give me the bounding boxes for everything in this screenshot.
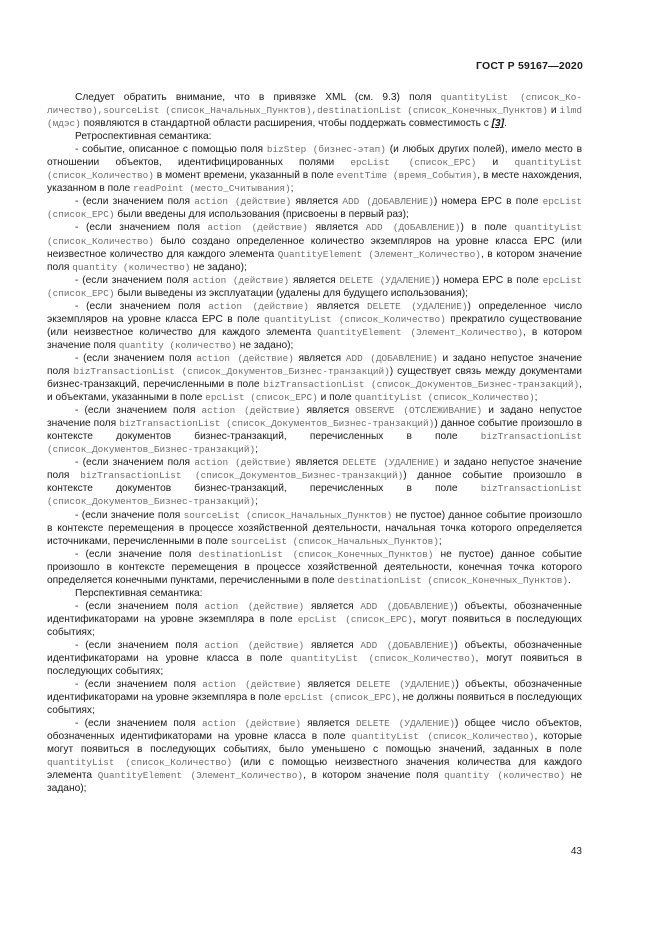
code-identifier: ADD (ДОБАВЛЕНИЕ) [365,222,461,234]
code-identifier: epcList (список_EPC) [284,692,397,704]
code-identifier: action (действие) [192,274,290,286]
code-identifier: ADD (ДОБАВЛЕНИЕ) [342,196,434,208]
code-identifier: readPoint (место_Считывания) [133,183,291,195]
code-identifier: OBSERVE (ОТСЛЕЖИВАНИЕ) [355,405,483,417]
code-identifier: ADD (ДОБАВЛЕНИЕ) [360,600,455,612]
code-identifier: action (действие) [196,352,294,364]
page-number: 43 [570,846,582,857]
code-identifier: DELETE (УДАЛЕНИЕ) [366,300,468,312]
paragraph: Ретроспективная семантика: [75,131,212,143]
body-text [47,91,582,796]
code-identifier: action (действие) [201,405,301,417]
code-identifier: sourceList (список_Начальных_Пунктов) [183,509,393,521]
code-identifier: QuantityElement (Элемент_Количество) [317,326,524,338]
code-identifier: action (действие) [194,457,292,469]
code-identifier: ilmd (мдэс) [47,105,582,130]
paragraph: - (если значением поля action (действие) является ADD (ДОБАВЛЕНИЕ)) в поле quantityList (список_Количество) было создано определенное количество экземпляров на уровне класса EPC (или неизвестное количество для каждого элемента QuantityElement (Элемент_Количество), в котором значение поля quantity (количество) не задано); [47,222,583,273]
code-identifier: epcList (список_EPC) [297,613,413,625]
code-identifier: DELETE (УДАЛЕНИЕ) [356,679,456,691]
code-identifier: action (действие) [201,718,301,730]
code-identifier: quantityList (список_Количество) [47,157,582,182]
paragraph: Следует обратить внимание, что в привязке XML (см. 9.3) поля quantityList (список_Ко-личество),sourceList (список_Начальных_Пунктов),destinationList (список_Конечных_Пунктов) и ilmd (мдэс) появляются в стандартной области расширения, чтобы поддержать совместимость с [3]. [47,92,582,130]
paragraph: - (если значением поля action (действие) является DELETE (УДАЛЕНИЕ)) определенное число экземпляров на уровне класса EPC в поле quantityList (список_Количество) прекратило существование (или неизвестное количество для каждого элемента QuantityElement (Элемент_Количество), в котором значение поля quantity (количество) не задано); [47,300,583,351]
paragraph: - (если значением поля action (действие) является ADD (ДОБАВЛЕНИЕ)) номера EPC в поле epcList (список_EPC) были введены для использования (присвоены в первый раз); [47,196,583,221]
paragraph: - (если значение поля sourceList (список_Начальных_Пунктов) не пустое) данное событие произошло в контексте перемещения в процессе хозяйственной деятельности, начальная точка которого определяется источниками, перечисленными в поле sourceList (список_Начальных_Пунктов); [47,509,582,547]
code-identifier: bizTransactionList (список_Документов_Бизнес-транзакций) [80,470,404,482]
code-identifier: action (действие) [207,222,308,234]
code-identifier: bizTransactionList (список_Документов_Бизнес-транзакций) [47,483,582,508]
code-identifier: quantityList (список_Количество) [264,313,446,325]
paragraph: - событие, описанное с помощью поля bizStep (бизнес-этап) (и любых других полей), имело место в отношении объектов, идентифицированных полями epcList (список_EPC) и quantityList (список_Количество) в момент времени, указанный в поле eventTime (время_События), в месте нахождения, указанном в поле readPoint (место_Считывания); [47,144,582,195]
code-identifier: bizTransactionList (список_Документов_Бизнес-транзакций) [119,418,435,430]
code-identifier: quantityList (список_Количество) [47,757,233,769]
code-identifier: action (действие) [204,639,305,651]
code-identifier: destinationList (список_Конечных_Пунктов) [337,574,568,586]
code-identifier: bizTransactionList (список_Документов_Бизнес-транзакций) [263,379,580,391]
code-identifier: DELETE (УДАЛЕНИЕ) [342,457,440,469]
paragraph: - (если значением поля action (действие) является OBSERVE (ОТСЛЕЖИВАНИЕ) и задано непустое значение поля bizTransactionList (список_Документов_Бизнес-транзакций)) данное событие произошло в контексте документов бизнес-транзакций, перечисленных в поле bizTransactionList (список_Документов_Бизнес-транзакций); [47,405,583,456]
code-identifier: QuantityElement (Элемент_Количество) [277,248,481,260]
paragraph: - (если значением поля action (действие) является DELETE (УДАЛЕНИЕ)) номера EPC в поле epcList (список_EPC) были выведены из эксплуатации (удалены для будущего использования); [47,274,583,299]
paragraph: - (если значением поля action (действие) является DELETE (УДАЛЕНИЕ)) объекты, обозначенные идентификаторами на уровне экземпляра в поле epcList (список_EPC), не должны появиться в последующих событиях; [47,679,583,717]
code-identifier: bizTransactionList (список_Документов_Бизнес-транзакций) [47,431,582,456]
code-identifier: action (действие) [202,679,302,691]
code-identifier: ADD (ДОБАВЛЕНИЕ) [360,639,455,651]
code-identifier: DELETE (УДАЛЕНИЕ) [339,274,437,286]
code-identifier: action (действие) [204,600,305,612]
paragraph: - (если значение поля destinationList (список_Конечных_Пунктов) не пустое) данное событие произошло в контексте перемещения в процессе хозяйственной деятельности, конечная точка которого определяется конечными пунктами, перечисленными в поле destinationList (список_Конечных_Пунктов). [47,548,582,586]
code-identifier: epcList (список_EPC) [350,157,477,169]
paragraph: - (если значением поля action (действие) является DELETE (УДАЛЕНИЕ)) общее число объектов, обозначенных идентификаторами на уровне класса в поле quantityList (список_Количество), которые могут появиться в последующих событиях, было уменьшено с помощью значений, заданных в поле quantityList (список_Количество) (или с помощью неизвестного значения количества для каждого элемента QuantityElement (Элемент_Количество), в котором значение поля quantity (количество) не задано); [47,718,583,795]
code-identifier: quantity (количество) [444,770,566,782]
code-identifier: quantity (количество) [118,339,237,351]
code-identifier: destinationList (список_Конечных_Пунктов) [198,548,434,560]
code-identifier: bizStep (бизнес-этап) [266,144,386,156]
code-identifier: epcList (список_EPC) [47,196,583,221]
code-identifier: epcList (список_EPC) [205,392,318,404]
code-identifier: bizTransactionList (список_Документов_Бизнес-транзакций) [73,365,390,377]
code-identifier: quantityList (список_Количество) [47,222,583,247]
code-identifier: eventTime (время_События) [336,170,478,182]
paragraph: Перспективная семантика: [75,587,203,599]
code-identifier: quantityList (список_Количество) [351,731,535,743]
code-identifier: quantityList (список_Количество) [290,653,476,665]
code-identifier: DELETE (УДАЛЕНИЕ) [355,718,455,730]
code-identifier: ADD (ДОБАВЛЕНИЕ) [345,352,438,364]
paragraph: - (если значением поля action (действие) является ADD (ДОБАВЛЕНИЕ) и задано непустое значение поля bizTransactionList (список_Документов_Бизнес-транзакций)) существует связь между документами бизнес-транзакций, перечисленными в поле bizTransactionList (список_Документов_Бизнес-транзакций), и объектами, указанными в поле epcList (список_EPC) и поле quantityList (список_Количество); [47,352,582,404]
code-identifier: epcList (список_EPC) [47,274,583,299]
page-header: ГОСТ Р 59167—2020 [475,60,583,72]
code-identifier: quantityList (список_Количество) [354,392,535,404]
code-identifier: quantityList (список_Ко-личество),sourceList (список_Начальных_Пунктов),destinationList (список_Конечных_Пунктов) [47,92,582,117]
paragraph: - (если значением поля action (действие) является DELETE (УДАЛЕНИЕ) и задано непустое значение поля bizTransactionList (список_Документов_Бизнес-транзакций)) данное событие произошло в контексте документов бизнес-транзакций, перечисленных в поле bizTransactionList (список_Документов_Бизнес-транзакций); [47,457,582,508]
code-identifier: sourceList (список_Начальных_Пунктов) [230,535,439,547]
paragraph: - (если значением поля action (действие) является ADD (ДОБАВЛЕНИЕ)) объекты, обозначенные идентификаторами на уровне экземпляра в поле epcList (список_EPC), могут появиться в последующих событиях; [47,600,583,638]
paragraph: - (если значением поля action (действие) является ADD (ДОБАВЛЕНИЕ)) объекты, обозначенные идентификаторами на уровне класса в поле quantityList (список_Количество), могут появиться в последующих событиях; [47,639,583,678]
code-identifier: action (действие) [194,196,292,208]
code-identifier: QuantityElement (Элемент_Количество) [97,770,304,782]
bibliography-link[interactable]: [3] [491,118,505,130]
code-identifier: quantity (количество) [72,261,191,273]
code-identifier: action (действие) [208,300,309,312]
